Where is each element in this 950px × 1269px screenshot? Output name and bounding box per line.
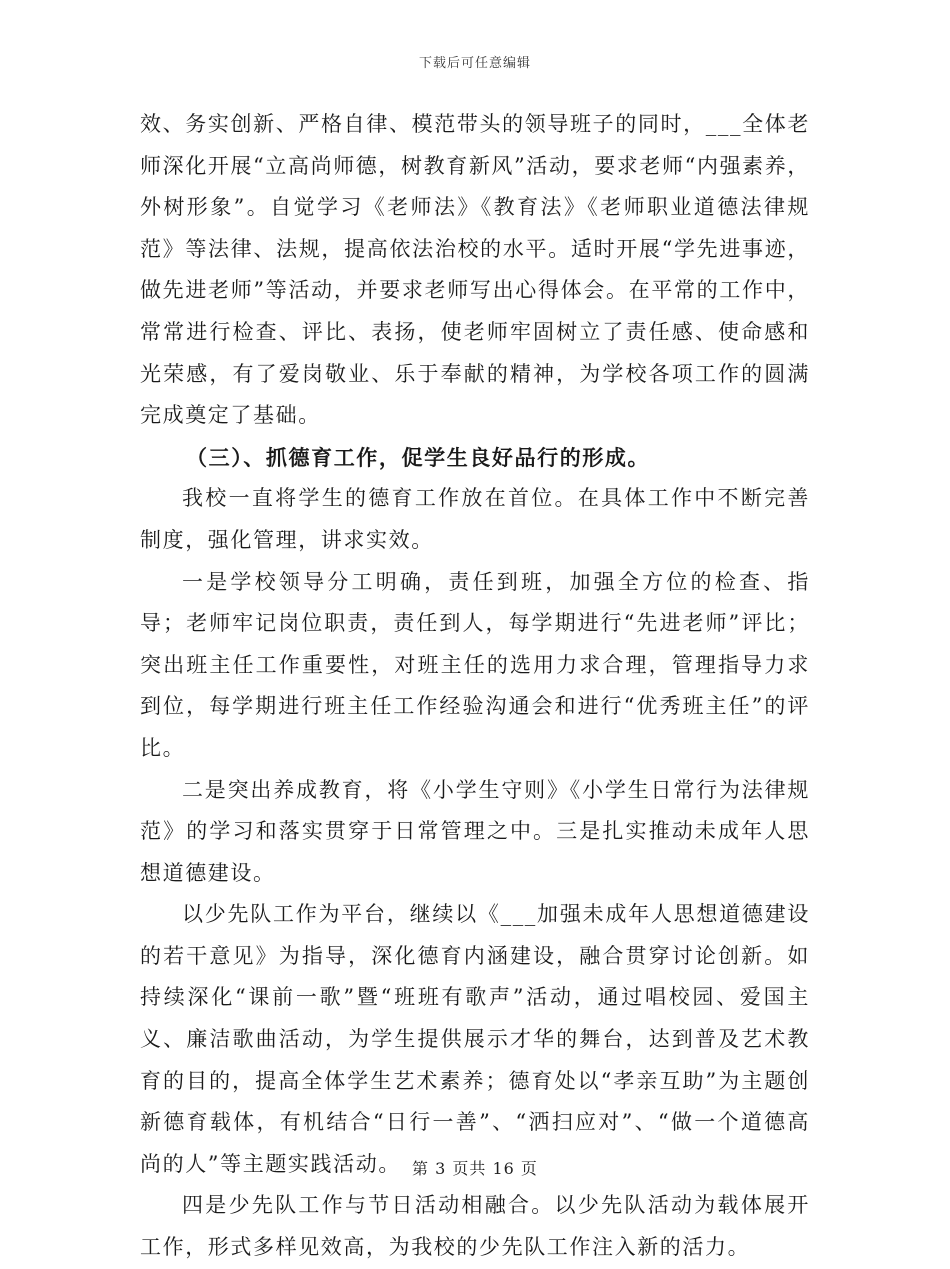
paragraph: 以少先队工作为平台，继续以《___加强未成年人思想道德建设的若干意见》为指导，深化德育内涵建设，融合贯穿讨论创新。如持续深化“课前一歌”暨“班班有歌声”活动，通过唱校园、爱国主义、廉洁歌曲活动，为学生提供展示才华的舞台，达到普及艺术教育的目的，提高全体学生艺术素养；德育处以“孝亲互助”为主题创新德育载体，有机结合“日行一善”、“洒扫应对”、“做一个道德高尚的人”等主题实践活动。 [140,902,810,1176]
paragraph: 四是少先队工作与节日活动相融合。以少先队活动为载体展开工作，形式多样见效高，为我校的少先队工作注入新的活力。 [140,1193,810,1260]
paragraph-continuation: 效、务实创新、严格自律、模范带头的领导班子的同时，___全体老师深化开展“立高尚师德，树教育新风”活动，要求老师“内强素养，外树形象”。自觉学习《老师法》《教育法》《老师职业道德法律规范》等法律、法规，提高依法治校的水平。适时开展“学先进事迹，做先进老师”等活动，并要求老师写出心得体会。在平常的工作中，常常进行检查、评比、表扬，使老师牢固树立了责任感、使命感和光荣感，有了爱岗敬业、乐于奉献的精神，为学校各项工作的圆满完成奠定了基础。 [140,112,810,428]
paragraph: 二是突出养成教育，将《小学生守则》《小学生日常行为法律规范》的学习和落实贯穿于日常管理之中。三是扎实推动未成年人思想道德建设。 [140,777,810,885]
page-header: 下载后可任意编辑 [418,56,531,71]
page-number: 第 3 页共 16 页 [412,1159,538,1178]
paragraph: 一是学校领导分工明确，责任到班，加强全方位的检查、指导；老师牢记岗位职责，责任到人，每学期进行“先进老师”评比；突出班主任工作重要性，对班主任的选用力求合理，管理指导力求到位，每学期进行班主任工作经验沟通会和进行“优秀班主任”的评比。 [140,569,810,760]
document-body [140,104,810,1269]
paragraph: 我校一直将学生的德育工作放在首位。在具体工作中不断完善制度，强化管理，讲求实效。 [140,486,810,552]
section-heading: （三）、抓德育工作，促学生良好品行的形成。 [186,444,651,470]
